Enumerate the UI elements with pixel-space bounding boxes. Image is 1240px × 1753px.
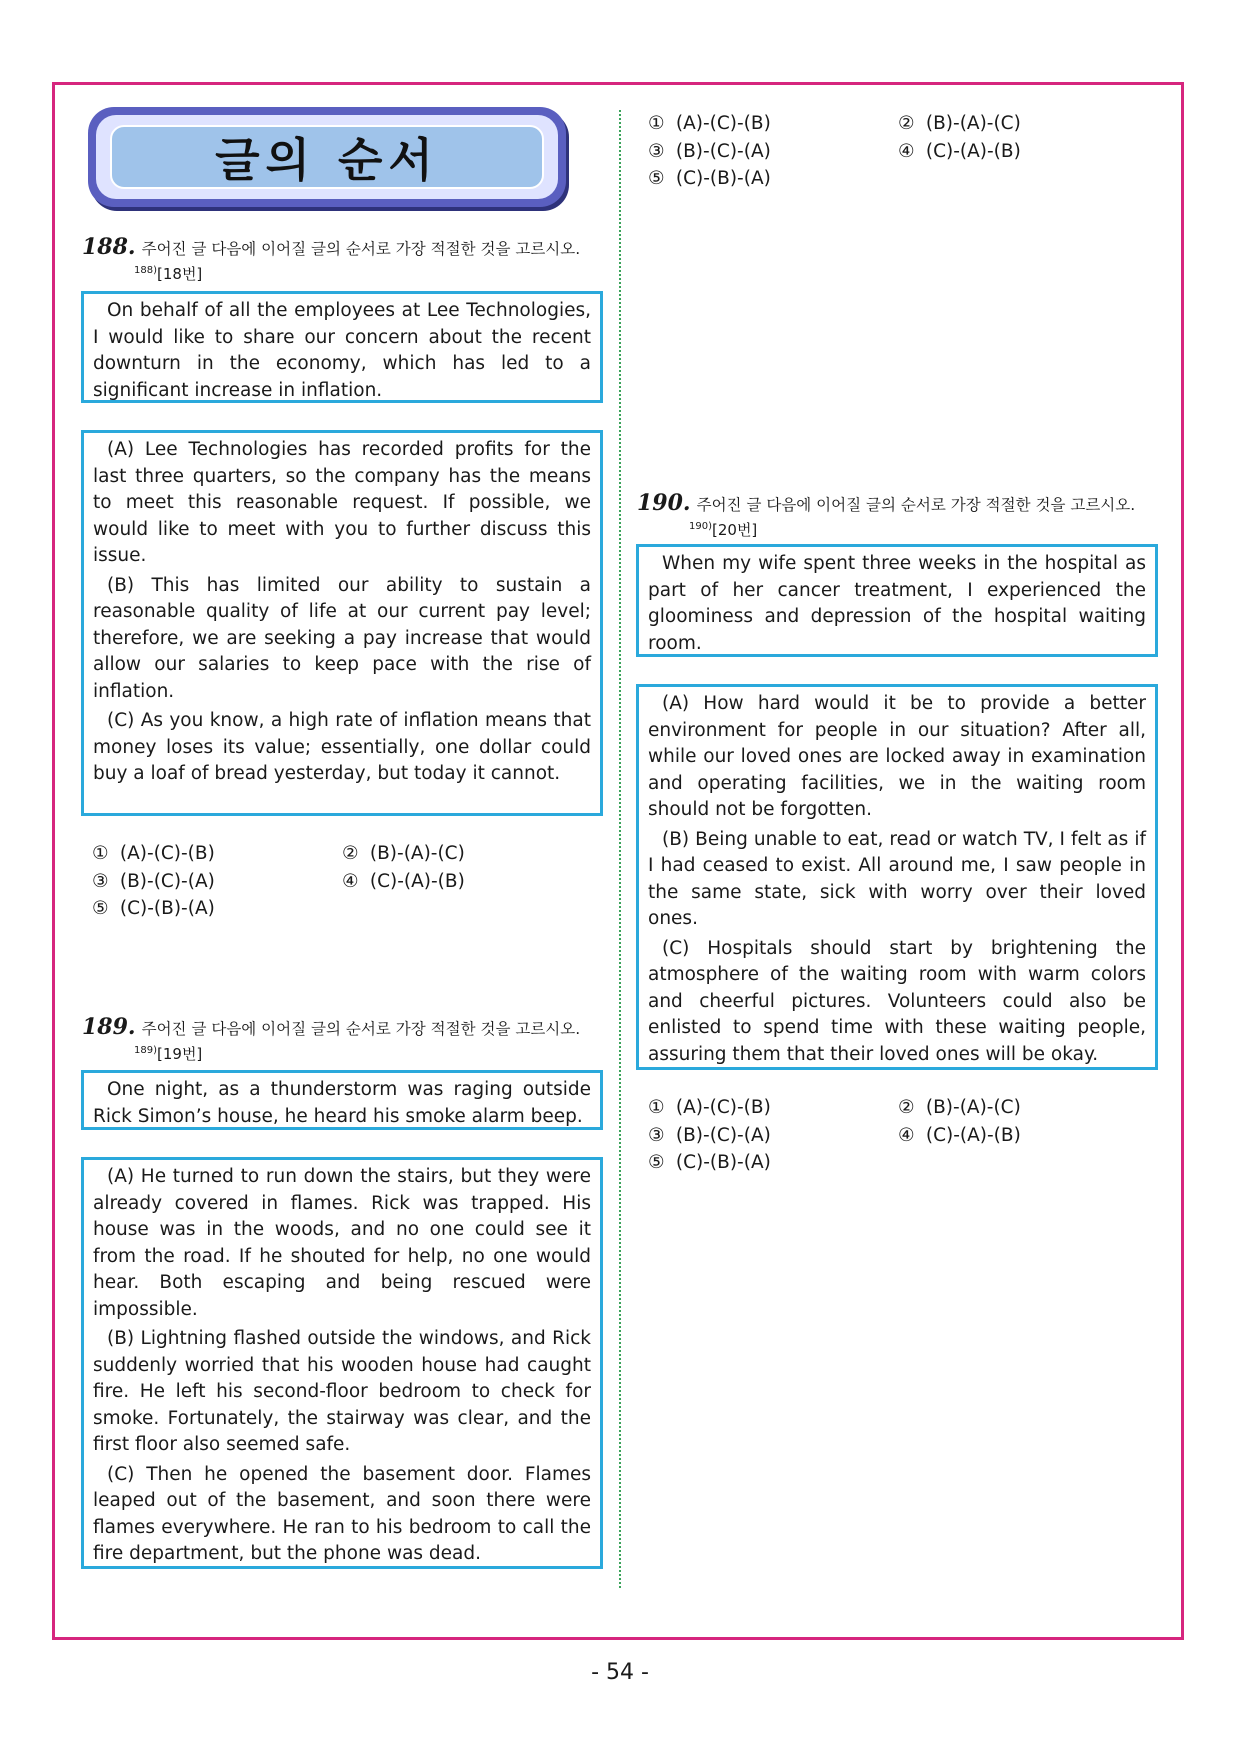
given-text-box-190 xyxy=(636,544,1158,657)
answer-choices-190 xyxy=(648,1094,1148,1177)
choice-4[interactable]: ④ (C)-(A)-(B) xyxy=(898,140,1021,162)
banner-plate xyxy=(110,125,544,189)
question-instruction: 주어진 글 다음에 이어질 글의 순서로 가장 적절한 것을 고르시오. xyxy=(141,1020,581,1038)
question-189-header xyxy=(82,1016,604,1065)
choice-2[interactable]: ② (B)-(A)-(C) xyxy=(898,113,1021,134)
choice-1[interactable]: ① (A)-(C)-(B) xyxy=(92,843,215,864)
given-text-box-189 xyxy=(81,1070,603,1130)
question-number: 190. xyxy=(637,490,691,516)
section-title: 글의 순서 xyxy=(215,133,439,187)
passage-c: (C) Then he opened the basement door. Flames leaped out of the basement, and soon there were flames everywhere. He ran to his bedroom to call the fire department, but the phone was dead. xyxy=(93,1463,591,1564)
choice-3[interactable]: ③ (B)-(C)-(A) xyxy=(92,870,215,892)
choice-3[interactable]: ③ (B)-(C)-(A) xyxy=(648,1124,771,1146)
question-190-header xyxy=(637,492,1159,541)
passage-c: (C) As you know, a high rate of inflation means that money loses its value; essentially, one dollar could buy a loaf of bread yesterday, but today it cannot. xyxy=(93,710,591,784)
question-instruction: 주어진 글 다음에 이어질 글의 순서로 가장 적절한 것을 고르시오. xyxy=(141,240,581,258)
choice-2[interactable]: ② (B)-(A)-(C) xyxy=(342,843,465,864)
question-number: 189. xyxy=(82,1014,136,1040)
question-number: 188. xyxy=(82,234,136,260)
passage-b: (B) Being unable to eat, read or watch TV, I felt as if I had ceased to exist. All around me, I saw people in the same state, sick with worry over their loved ones. xyxy=(648,828,1146,929)
choice-4[interactable]: ④ (C)-(A)-(B) xyxy=(342,870,465,892)
choice-3[interactable]: ③ (B)-(C)-(A) xyxy=(648,140,771,162)
question-ref: $^{188)}$[18번] xyxy=(134,265,203,283)
given-text: When my wife spent three weeks in the hospital as part of her cancer treatment, I experienced the gloominess and depression of the hospital waiting room. xyxy=(648,553,1146,654)
column-divider xyxy=(619,110,621,1588)
given-text-box-188 xyxy=(81,291,603,403)
choice-5[interactable]: ⑤ (C)-(B)-(A) xyxy=(92,898,215,919)
question-ref: $^{190)}$[20번] xyxy=(689,521,758,539)
passage-b: (B) This has limited our ability to sustain a reasonable quality of life at our current pay level; therefore, we are seeking a pay increase that would allow our salaries to keep pace with the rise of inflation. xyxy=(93,574,591,702)
choice-5[interactable]: ⑤ (C)-(B)-(A) xyxy=(648,168,771,189)
choice-2[interactable]: ② (B)-(A)-(C) xyxy=(898,1097,1021,1118)
question-ref: $^{189)}$[19번] xyxy=(134,1045,203,1063)
section-title-banner xyxy=(88,107,566,207)
given-text: One night, as a thunderstorm was raging outside Rick Simon’s house, he heard his smoke alarm beep. xyxy=(93,1079,591,1127)
passage-a: (A) Lee Technologies has recorded profits for the last three quarters, so the company has the means to meet this reasonable request. If possible, we would like to meet with you to further discuss this issue. xyxy=(93,439,591,566)
passages-box-188 xyxy=(81,430,603,816)
choice-4[interactable]: ④ (C)-(A)-(B) xyxy=(898,1124,1021,1146)
question-instruction: 주어진 글 다음에 이어질 글의 순서로 가장 적절한 것을 고르시오. xyxy=(696,496,1136,514)
passages-box-190 xyxy=(636,684,1158,1070)
given-text: On behalf of all the employees at Lee Technologies, I would like to share our concern about the recent downturn in the economy, which has led to a significant increase in inflation. xyxy=(93,300,591,401)
answer-choices-188 xyxy=(92,840,592,923)
passage-c: (C) Hospitals should start by brightening the atmosphere of the waiting room with warm colors and cheerful pictures. Volunteers could also be enlisted to spend time with these waiting people, assuring them that their loved ones will be okay. xyxy=(648,937,1146,1065)
passage-b: (B) Lightning flashed outside the windows, and Rick suddenly worried that his wooden house had caught fire. He left his second-floor bedroom to check for smoke. Fortunately, the stairway was clear, and the first floor also seemed safe. xyxy=(93,1328,591,1455)
choice-1[interactable]: ① (A)-(C)-(B) xyxy=(648,1097,771,1118)
question-188-header xyxy=(82,236,604,285)
page-number: - 54 - xyxy=(591,1660,649,1685)
passage-a: (A) How hard would it be to provide a better environment for people in our situation? After all, while our loved ones are locked away in examination and operating facilities, we in the waiting room should not be forgotten. xyxy=(648,693,1146,820)
choice-1[interactable]: ① (A)-(C)-(B) xyxy=(648,113,771,134)
passage-a: (A) He turned to run down the stairs, but they were already covered in flames. Rick was trapped. His house was in the woods, and no one could see it from the road. If he shouted for help, no one would hear. Both escaping and being rescued were impossible. xyxy=(93,1166,591,1320)
choice-5[interactable]: ⑤ (C)-(B)-(A) xyxy=(648,1152,771,1173)
answer-choices-189 xyxy=(648,110,1148,193)
banner-border xyxy=(96,115,558,199)
passages-box-189 xyxy=(81,1157,603,1569)
